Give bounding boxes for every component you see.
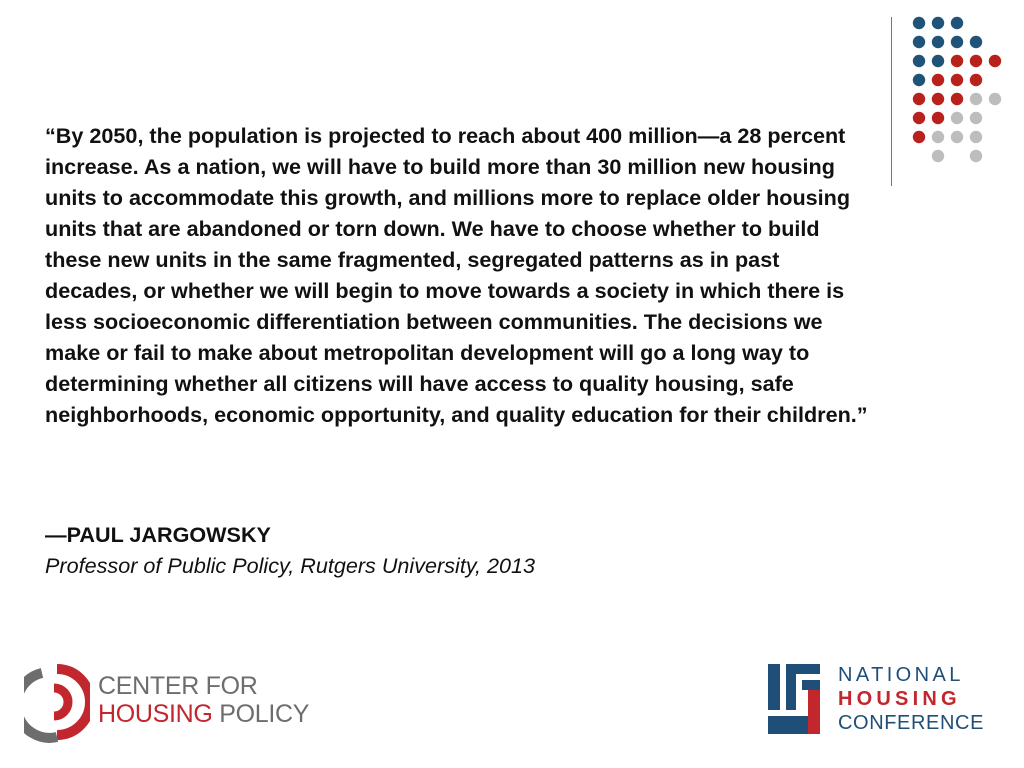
decorative-dot: [970, 36, 982, 48]
decorative-dot: [932, 150, 944, 162]
decorative-dot: [951, 74, 963, 86]
quote-author: —PAUL JARGOWSKY: [45, 522, 271, 547]
decorative-dot: [913, 131, 925, 143]
decorative-dot: [970, 93, 982, 105]
decorative-dot: [970, 74, 982, 86]
chp-ring-icon: [24, 662, 90, 744]
national-housing-conference-logo: [768, 664, 988, 736]
dot-grid-group: [913, 17, 1001, 162]
decorative-dot: [970, 131, 982, 143]
decorative-dot: [932, 93, 944, 105]
decorative-dot: [989, 93, 1001, 105]
decorative-dot: [932, 74, 944, 86]
chp-logo-line1: CENTER FOR: [98, 672, 258, 700]
decorative-dot: [932, 112, 944, 124]
decorative-dot: [970, 112, 982, 124]
decorative-dot: [932, 36, 944, 48]
decorative-dot: [913, 93, 925, 105]
decorative-dot: [951, 112, 963, 124]
decorative-dot: [951, 131, 963, 143]
nhc-logo-housing: HOUSING: [838, 688, 961, 710]
decorative-dot: [932, 131, 944, 143]
decorative-dot: [913, 55, 925, 67]
decorative-dot: [913, 74, 925, 86]
chp-logo-policy: POLICY: [212, 700, 310, 728]
decorative-dot: [951, 36, 963, 48]
center-for-housing-policy-logo: [24, 662, 310, 744]
decorative-dot: [970, 55, 982, 67]
quote-author-title: Professor of Public Policy, Rutgers University, 2013: [45, 553, 536, 578]
nhc-logo-conference: CONFERENCE: [838, 712, 985, 734]
decorative-dot: [951, 17, 963, 29]
decorative-dot: [951, 55, 963, 67]
decorative-dot: [932, 17, 944, 29]
decorative-dot: [913, 36, 925, 48]
vertical-divider: [891, 17, 892, 186]
decorative-dot: [970, 150, 982, 162]
chp-logo-line2: [98, 700, 309, 728]
nhc-building-icon: [768, 664, 820, 734]
decorative-dot: [989, 55, 1001, 67]
decorative-dot: [932, 55, 944, 67]
quote-text: “By 2050, the population is projected to reach about 400 million—a 28 percent increase. As a nation, we will have to build more than 30 million new housing units to accommodate this growth, and millions more to replace older housing units that are abandoned or torn down. We have to choose whether to build these new units in the same fragmented, segregated patterns as in past decades, or whether we will begin to move towards a society in which there is less socioeconomic differentiation between communities. The decisions we make or fail to make about metropolitan development will go a long way to determining whether all citizens will have access to quality housing, safe neighborhoods, economic opportunity, and quality education for their children.”: [45, 123, 868, 427]
decorative-dot: [913, 112, 925, 124]
decorative-dot: [951, 93, 963, 105]
decorative-dot: [913, 17, 925, 29]
nhc-logo-national: NATIONAL: [838, 664, 964, 686]
chp-logo-housing: HOUSING: [98, 700, 213, 728]
